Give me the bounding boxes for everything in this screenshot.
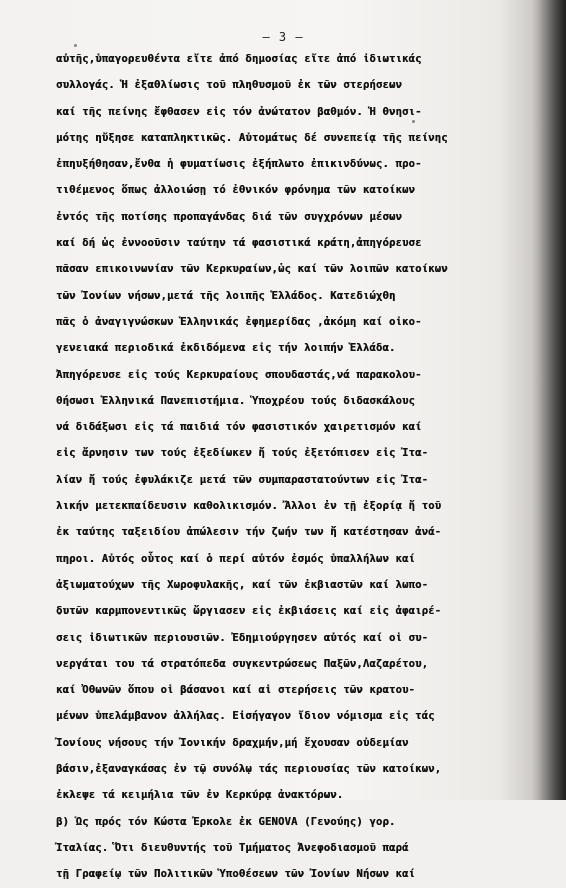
text-line: ἐπηυξήθησαν,ἔνθα ἡ φυματίωσις ἐξήπλωτο ἐπικινδύνως. προ- (56, 158, 422, 171)
text-line: συλλογάς. Ἡ ἐξαθλίωσις τοῦ πληθυσμοῦ ἐκ τῶν στερήσεων (56, 79, 402, 92)
text-line: τῇ Γραφείῳ τῶν Πολιτικῶν Ὑποθέσεων τῶν Ἰονίων Νήσων καί (56, 868, 416, 881)
text-line: καί τῆς πείνης ἔφθασεν εἰς τόν ἀνώτατον βαθμόν. Ἡ θνησι- (56, 105, 422, 118)
text-line: ἐντός τῆς ποτίσης προπαγάνδας διά τῶν συγχρόνων μέσων (56, 210, 402, 223)
text-line: πᾶς ὁ ἀναγιγνώσκων Ἑλληνικάς ἐφημερίδας ,ἀκόμη καί οἰκο- (56, 315, 422, 328)
text-line: ἀξιωματούχων τῆς Χωροφυλακῆς, καί τῶν ἐκβιαστῶν καί λωπο- (56, 578, 429, 591)
text-line: εἰς ἄρνησιν των τούς ἐξεδίωκεν ἤ τούς ἐξετόπισεν εἰς Ἰτα- (56, 447, 429, 460)
text-line: τῶν Ἰονίων νήσων,μετά τῆς λοιπῆς Ἑλλάδος. Κατεδιώχθη (56, 289, 396, 302)
text-line: γενειακά περιοδικά ἐκδιδόμενα εἰς τήν λοιπήν Ἑλλάδα. (56, 342, 396, 355)
text-line: νεργάται του τά στρατόπεδα συγκεντρώσεως Παξῶν,Λαζαρέτου, (56, 657, 429, 670)
page-edge-shadow (532, 0, 566, 800)
text-line: Ἰονίους νήσους τήν Ἰονικήν δραχμήν,μή ἔχουσαν οὐδεμίαν (56, 736, 409, 749)
text-line: θήσωσι Ἑλληνικά Πανεπιστήμια. Ὑποχρέου τούς διδασκάλους (56, 394, 416, 407)
text-line: νά διδάξωσι εἰς τά παιδιά τόν φασιστικόν χαιρετισμόν καί (56, 421, 422, 434)
text-line: Ἀπηγόρευσε εἰς τούς Κερκυραίους σπουδαστάς,νά παρακολου- (56, 368, 422, 381)
text-line: β) Ὡς πρός τόν Κώστα Ἐρκολε ἐκ GENOVA (Γενούης) γορ. (56, 815, 396, 828)
text-line: μότης ηὔξησε καταπληκτικῶς. Αὐτομάτως δέ συνεπείᾳ τῆς πείνης (56, 131, 448, 144)
text-line: καί δή ὡς ἐννοοῦσιν ταύτην τά φασιστικά κράτη,ἀπηγόρευσε (56, 237, 422, 250)
text-line: λικήν μετεκπαίδευσιν καθολικισμόν. Ἄλλοι ἐν τῇ ἐξορίᾳ ἤ τοῦ (56, 500, 442, 513)
text-line: μένων ὑπελάμβανον ἀλλήλας. Εἰσήγαγον ἴδιον νόμισμα εἰς τάς (56, 710, 435, 723)
text-line: ἐκ ταύτης ταξειδίου ἀπώλεσιν τήν ζωήν των ἤ κατέστησαν ἀνά- (56, 526, 442, 539)
text-line: πηροι. Αὐτός οὗτος καί ὁ περί αὐτόν ἐσμός ὑπαλλήλων καί (56, 552, 416, 565)
text-line: δυτῶν καρμπονεντικῶς ὤργιασεν εἰς ἐκβιάσεις καί εἰς ἀφαιρέ- (56, 605, 442, 618)
body-text (56, 46, 480, 888)
text-line: σεις ἰδιωτικῶν περιουσιῶν. Ἐδημιούργησεν αὐτός καί οἱ συ- (56, 631, 429, 644)
text-line: ἐκλεψε τά κειμήλια τῶν ἐν Κερκύρᾳ ἀνακτόρων. (56, 789, 344, 802)
text-line: βάσιν,ἐξαναγκάσας ἐν τῷ συνόλῳ τάς περιουσίας τῶν κατοίκων, (56, 763, 442, 776)
text-line: πᾶσαν επικοινωνίαν τῶν Κερκυραίων,ὡς καί τῶν λοιπῶν κατοίκων (56, 263, 448, 276)
text-line: καί Ὀθωνῶν ὅπου οἱ βάσανοι καί αἱ στερήσεις τῶν κρατου- (56, 684, 416, 697)
text-line: τιθέμενος ὅπως ἀλλοιώσῃ τό ἐθνικόν φρόνημα τῶν κατοίκων (56, 184, 416, 197)
text-line: Ἰταλίας. Ὅτι διευθυντής τοῦ Τμήματος Ἀνεφοδιασμοῦ παρά (56, 841, 409, 854)
text-line: αὐτῆς,ὑπαγορευθέντα εἴτε ἀπό δημοσίας εἴτε ἀπό ἰδιωτικάς (56, 53, 422, 65)
text-line: λίαν ἤ τούς ἐφυλάκιζε μετά τῶν συμπαραστατούντων εἰς Ἰτα- (56, 473, 429, 486)
page-number: — 3 — (262, 30, 304, 44)
